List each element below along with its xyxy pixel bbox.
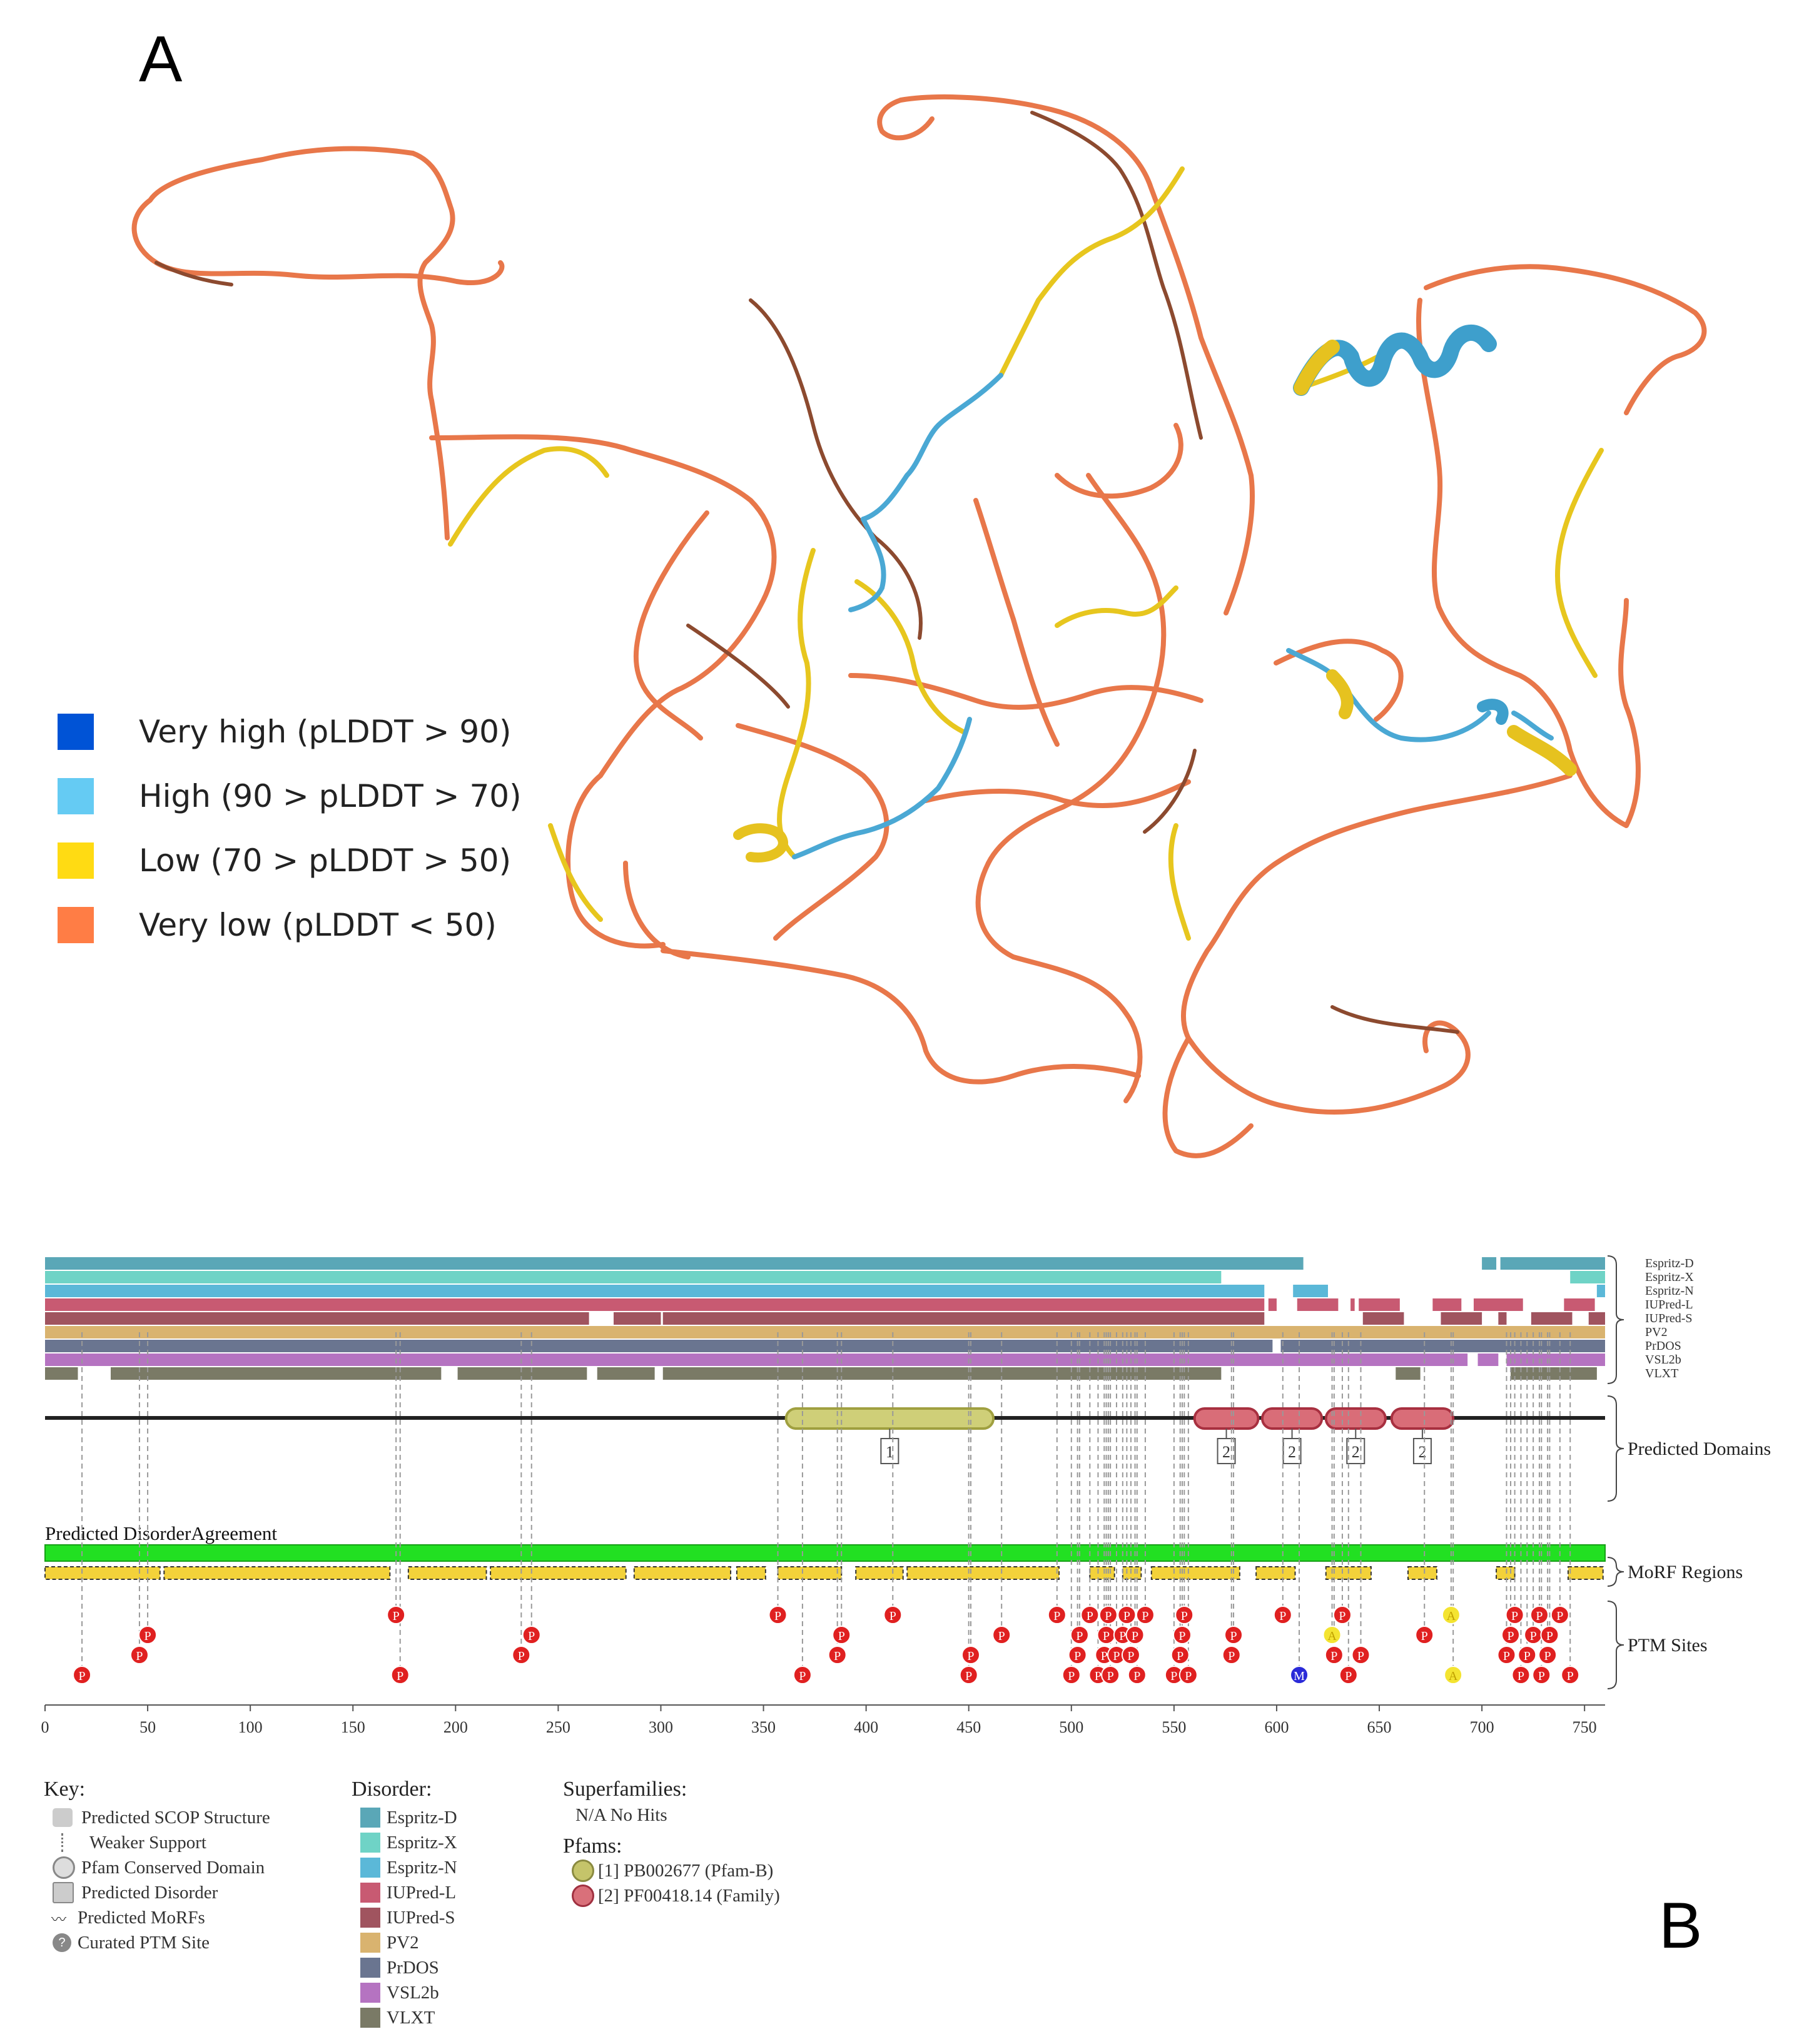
key-item [44,1855,344,1880]
key-item [44,1905,344,1930]
disorder-segment [1432,1298,1461,1311]
disorder-segment [614,1312,661,1325]
axis-tick-label: 300 [648,1718,673,1736]
ptm-site-label: P [889,1609,896,1623]
ptm-site-label: P [1131,1629,1139,1643]
disorder-key-swatch [360,1983,380,2003]
ptm-site-label: P [1330,1649,1338,1663]
disorder-segment [1482,1257,1496,1270]
ptm-site-label: P [1076,1629,1083,1643]
domain-block [1326,1409,1386,1429]
disorder-segment [1396,1367,1420,1380]
ptm-site-label: P [1180,1609,1188,1623]
ptm-site-label: P [392,1609,400,1623]
disorder-segment [597,1367,655,1380]
legend-label: Very low (pLDDT < 50) [139,907,497,943]
disorder-segment [45,1326,1605,1338]
domain-block [1262,1409,1322,1429]
disorder-key-label: VLXT [387,2007,435,2028]
ptm-site-label: P [1421,1629,1428,1643]
axis-tick-label: 500 [1059,1718,1084,1736]
morf-regions [45,1567,1603,1579]
position-axis [41,1705,1606,1736]
superfamilies-title: Superfamilies: [563,1778,687,1801]
axis-tick-label: 700 [1469,1718,1494,1736]
ptm-sites [73,1332,1579,1684]
disorder-segment [458,1367,587,1380]
disorder-segment [1501,1257,1605,1270]
legend-row-very-low [58,903,497,947]
legend-label: Low (70 > pLDDT > 50) [139,842,512,879]
axis-tick-label: 50 [139,1718,156,1736]
axis-tick-label: 0 [41,1718,49,1736]
track-label: PV2 [1645,1325,1668,1339]
disorder-tracks [45,1257,1605,1380]
legend-row-low [58,839,511,883]
ptm-site-label: P [1228,1649,1235,1663]
ptm-site-label: P [1529,1629,1537,1643]
pfam-item [572,1858,938,1883]
disorder-segment [45,1312,589,1325]
disorder-segment [1511,1367,1597,1380]
disorder-segment [1441,1312,1482,1325]
morf-region [1408,1567,1437,1579]
ptm-site-label: P [1230,1629,1237,1643]
disorder-key-label: Espritz-D [387,1807,457,1828]
ptm-site-label: P [1103,1629,1110,1643]
ptm-site-label: P [1133,1669,1141,1683]
pfam-b-swatch [572,1859,594,1882]
track-label: Espritz-D [1645,1257,1694,1270]
legend-label: High (90 > pLDDT > 70) [139,778,522,814]
track-label: VLXT [1645,1367,1679,1380]
pfam-item [572,1883,938,1908]
disorder-segment [1293,1285,1328,1297]
disorder-key-item [360,1830,558,1855]
axis-tick-label: 650 [1367,1718,1392,1736]
track-label: Espritz-X [1645,1270,1694,1284]
ptm-site-label: P [1538,1669,1545,1683]
ptm-site-label: P [1086,1609,1093,1623]
ptm-site-label: P [1502,1649,1511,1663]
disorder-segment [45,1367,78,1380]
disorder-segment [1589,1312,1605,1325]
ptm-site-icon: ? [53,1933,71,1952]
axis-tick-label: 450 [956,1718,981,1736]
ptm-site-label: P [1507,1629,1514,1643]
ptm-site-label: P [838,1629,845,1643]
morf-region [856,1567,903,1579]
key-item-label: Weaker Support [89,1832,206,1853]
panel-b-d2p2 [0,1188,1819,2044]
disorder-segment [111,1367,441,1380]
ptm-site-label: P [1068,1669,1075,1683]
disorder-key-label: IUPred-L [387,1882,457,1903]
ptm-site-label: P [834,1649,841,1663]
legend-swatch [58,714,94,750]
axis-tick-label: 600 [1264,1718,1289,1736]
disorder-key-label: IUPred-S [387,1907,455,1928]
ptm-site-label: A [1446,1609,1456,1623]
key-item [44,1830,344,1855]
legend-row-high [58,774,522,818]
ptm-site-label: P [78,1669,86,1683]
disorder-key-item [360,1805,558,1830]
key-item-label: Predicted MoRFs [78,1907,205,1928]
morf-region [408,1567,487,1579]
disorder-segment [1281,1340,1605,1352]
ptm-label: PTM Sites [1628,1635,1708,1656]
pfams-title: Pfams: [563,1834,622,1858]
track-label: Espritz-N [1645,1284,1694,1298]
domain-block [1195,1409,1259,1429]
ptm-site-label: P [1119,1629,1127,1643]
domain-id-label: 2 [1351,1443,1360,1461]
ptm-site-label: P [1123,1609,1130,1623]
disorder-key-label: VSL2b [387,1982,439,2003]
ptm-site-label: P [774,1609,782,1623]
pfam-item-label: [1] PB002677 (Pfam-B) [598,1860,774,1881]
track-label: IUPred-S [1645,1312,1693,1325]
panel-b-letter: B [1659,1890,1703,1962]
morf-region [1256,1567,1295,1579]
disorder-segment [1498,1312,1506,1325]
superfamily-pfam-key [563,1778,938,1908]
ptm-site-label: P [1185,1669,1192,1683]
ptm-site-label: P [397,1669,404,1683]
domain-id-label: 2 [1222,1443,1231,1461]
ptm-site-label: P [136,1649,143,1663]
disorder-track-labels [1645,1257,1694,1380]
disorder-key-label: Espritz-X [387,1832,457,1853]
ptm-site-label: P [1523,1649,1531,1663]
disorder-segment [1297,1298,1339,1311]
ptm-site-label: P [1517,1669,1525,1683]
morf-region [778,1567,842,1579]
disorder-key-swatch [360,1933,380,1953]
bracket [1608,1256,1624,1384]
ptm-site-label: P [998,1629,1005,1643]
panel-a-letter: A [139,23,183,96]
ptm-site-label: P [1345,1669,1352,1683]
ptm-site-label: P [1544,1649,1551,1663]
key-item-label: Curated PTM Site [78,1932,210,1953]
disorder-segment [45,1340,1272,1352]
axis-tick-label: 150 [340,1718,365,1736]
disorder-key-swatch [360,2008,380,2028]
axis-tick-label: 350 [751,1718,776,1736]
legend-swatch [58,842,94,879]
morf-region [164,1567,390,1579]
disorder-key-swatch [360,1833,380,1853]
disorder-segment [1363,1312,1404,1325]
domain-id-label: 1 [885,1443,894,1461]
predicted-domains [45,1409,1605,1561]
disorder-key-list [352,1805,558,2030]
ptm-site-label: P [967,1649,975,1663]
ptm-site-label: P [1546,1629,1553,1643]
ptm-site-label: P [1536,1609,1543,1623]
morf-region [1496,1567,1515,1579]
key-box [44,1778,344,1955]
disorder-segment [1564,1298,1594,1311]
morf-region [1123,1567,1142,1579]
domain-block [1392,1409,1453,1429]
key-item-label: Predicted Disorder [81,1882,218,1903]
disorder-agreement-label: Predicted DisorderAgreement [45,1522,278,1544]
axis-tick-label: 400 [854,1718,879,1736]
morf-region [1568,1567,1603,1579]
morf-region [634,1567,731,1579]
track-label: VSL2b [1645,1353,1681,1367]
disorder-segment [45,1298,1264,1311]
track-label: IUPred-L [1645,1298,1693,1312]
ptm-site-label: P [1177,1649,1184,1663]
key-item [44,1805,344,1830]
disorder-segment [1350,1298,1355,1311]
disorder-key-label: Espritz-N [387,1857,457,1878]
disorder-key [352,1778,558,2030]
disorder-key-item [360,1930,558,1955]
morf-label: MoRF Regions [1628,1562,1743,1582]
ptm-site-label: P [528,1629,535,1643]
ptm-site-label: P [1357,1649,1365,1663]
disorder-segment [1531,1312,1573,1325]
disorder-agreement-bar [45,1545,1605,1561]
domain-id-label: 2 [1288,1443,1297,1461]
ptm-site-label: M [1294,1669,1305,1683]
disorder-key-item [360,1980,558,2005]
morf-region [737,1567,766,1579]
key-title: Key: [44,1778,86,1801]
disorder-key-item [360,1880,558,1905]
weaker-support-icon [61,1833,64,1852]
legend-swatch [58,907,94,943]
ptm-site-label: P [1142,1609,1149,1623]
ptm-site-label: P [1113,1649,1120,1663]
morf-region [45,1567,160,1579]
morf-wave-icon: 〰 [51,1911,66,1928]
ptm-site-label: P [144,1629,151,1643]
disorder-key-item [360,1855,558,1880]
disorder-segment [1597,1285,1605,1297]
disorder-key-swatch [360,1808,380,1828]
disorder-key-item [360,1955,558,1980]
bracket [1608,1557,1624,1586]
disorder-key-swatch [360,1858,380,1878]
disorder-segment [45,1257,1304,1270]
axis-tick-label: 100 [238,1718,263,1736]
legend-row-very-high [58,710,511,754]
ptm-site-label: P [1107,1669,1114,1683]
ptm-site-label: P [1074,1649,1082,1663]
domains-label: Predicted Domains [1628,1439,1771,1459]
bracket [1608,1601,1624,1689]
legend-label: Very high (pLDDT > 90) [139,714,512,750]
ptm-site-label: P [1127,1649,1135,1663]
morf-region [490,1567,626,1579]
disorder-segment [45,1285,1264,1297]
disorder-segment [1269,1298,1277,1311]
ptm-site-label: P [1105,1609,1112,1623]
domain-id-label: 2 [1418,1443,1427,1461]
morf-region [1152,1567,1240,1579]
disorder-key-swatch [360,1908,380,1928]
scop-structure-icon [53,1808,73,1827]
morf-region [907,1567,1059,1579]
disorder-key-swatch [360,1958,380,1978]
ptm-site-label: P [1279,1609,1287,1623]
ptm-site-label: A [1327,1629,1337,1643]
disorder-segment [45,1353,1467,1366]
bracket [1608,1396,1624,1501]
axis-tick-label: 550 [1162,1718,1187,1736]
domain-block [786,1409,993,1429]
disorder-segment [1474,1298,1523,1311]
ptm-site-label: P [1094,1669,1102,1683]
disorder-segment [1359,1298,1400,1311]
key-item-label: Pfam Conserved Domain [81,1857,265,1878]
disorder-segment [1478,1353,1499,1366]
axis-tick-label: 250 [545,1718,570,1736]
ptm-site-label: P [1556,1609,1564,1623]
pfam-domain-icon [53,1856,75,1879]
ptm-site-label: P [1339,1609,1346,1623]
ptm-site-label: P [1511,1609,1519,1623]
disorder-segment [663,1312,1265,1325]
ptm-site-label: P [1170,1669,1178,1683]
disorder-key-label: PV2 [387,1932,419,1953]
disorder-key-label: PrDOS [387,1957,439,1978]
key-item [44,1930,344,1955]
ptm-site-label: P [1178,1629,1186,1643]
disorder-key-swatch [360,1883,380,1903]
ptm-site-label: P [1053,1609,1061,1623]
predicted-disorder-icon [53,1882,74,1903]
track-label: PrDOS [1645,1339,1681,1353]
key-item-label: Predicted SCOP Structure [81,1807,270,1828]
ptm-site-label: P [965,1669,973,1683]
ptm-site-label: P [517,1649,525,1663]
superfamilies-value: N/A No Hits [575,1805,667,1825]
disorder-key-title: Disorder: [352,1778,432,1801]
disorder-segment [1570,1271,1605,1283]
pfam-item-label: [2] PF00418.14 (Family) [598,1885,780,1906]
ptm-site-label: P [799,1669,806,1683]
disorder-key-item [360,2005,558,2030]
axis-tick-label: 750 [1572,1718,1597,1736]
axis-tick-label: 200 [443,1718,468,1736]
key-item [44,1880,344,1905]
disorder-segment [45,1271,1221,1283]
legend-swatch [58,778,94,814]
disorder-key-item [360,1905,558,1930]
ptm-site-label: A [1448,1669,1458,1683]
pfam-family-swatch [572,1885,594,1907]
ptm-site-label: P [1100,1649,1108,1663]
ptm-site-label: P [1566,1669,1574,1683]
